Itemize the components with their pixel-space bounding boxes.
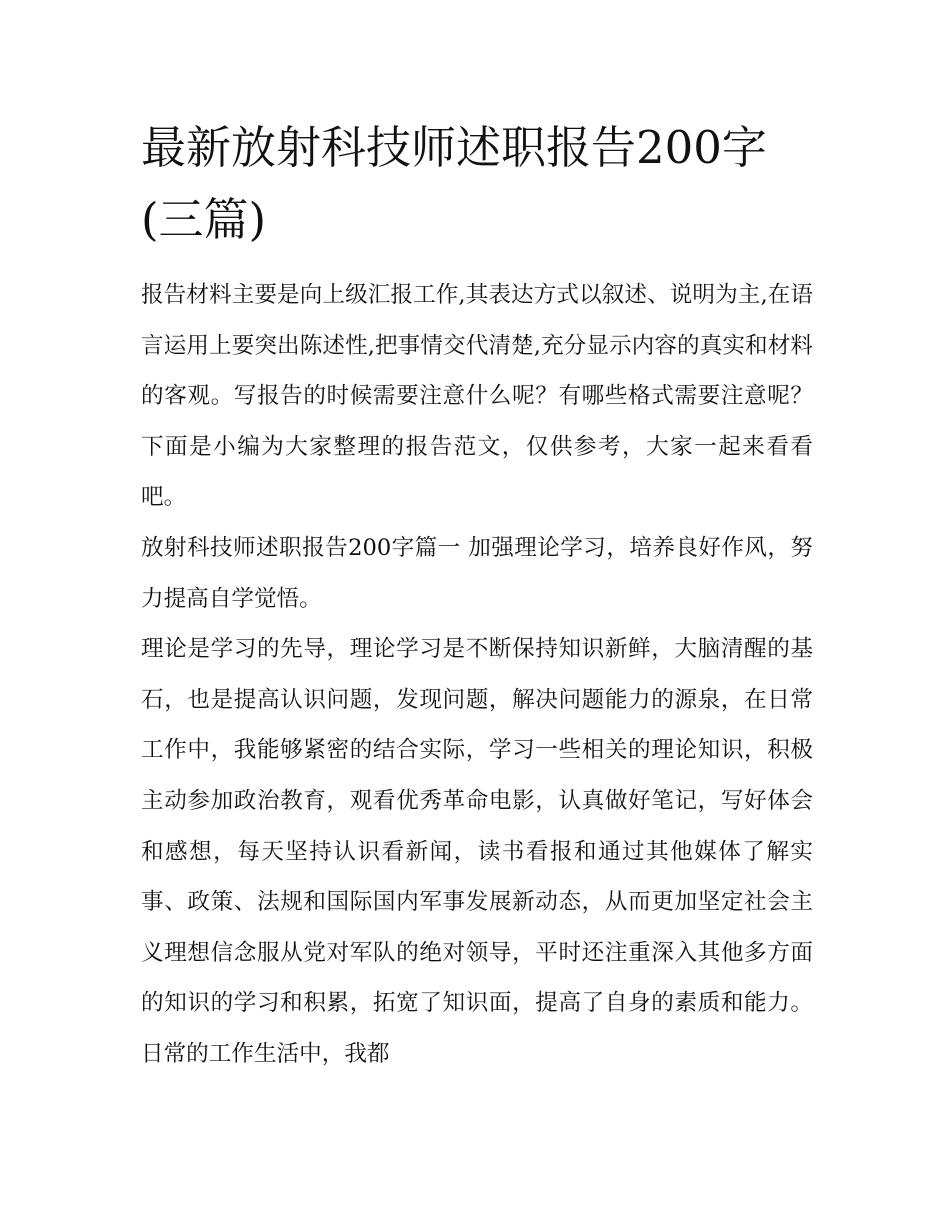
intro-paragraph: 报告材料主要是向上级汇报工作,其表达方式以叙述、说明为主,在语言运用上要突出陈述性,把事情交代清楚,充分显示内容的真实和材料的客观。写报告的时候需要注意什么呢？有哪些格式需要注意呢？下面是小编为大家整理的报告范文，仅供参考，大家一起来看看吧。 <box>141 282 813 511</box>
body-paragraph: 理论是学习的先导，理论学习是不断保持知识新鲜，大脑清醒的基石，也是提高认识问题，发现问题，解决问题能力的源泉，在日常工作中，我能够紧密的结合实际，学习一些相关的理论知识，积极主动参加政治教育，观看优秀革命电影，认真做好笔记，写好体会和感想，每天坚持认识看新闻，读书看报和通过其他媒体了解实事、政策、法规和国际国内军事发展新动态，从而更加坚定社会主义理想信念服从党对军队的绝对领导，平时还注重深入其他多方面的知识的学习和积累，拓宽了知识面，提高了自身的素质和能力。日常的工作生活中，我都 <box>141 636 813 1067</box>
section-heading-paragraph: 放射科技师述职报告200字篇一 加强理论学习，培养良好作风，努力提高自学觉悟。 <box>141 534 813 612</box>
document-title: 最新放射科技师述职报告200字(三篇) <box>141 121 767 246</box>
document-body <box>141 112 813 1080</box>
